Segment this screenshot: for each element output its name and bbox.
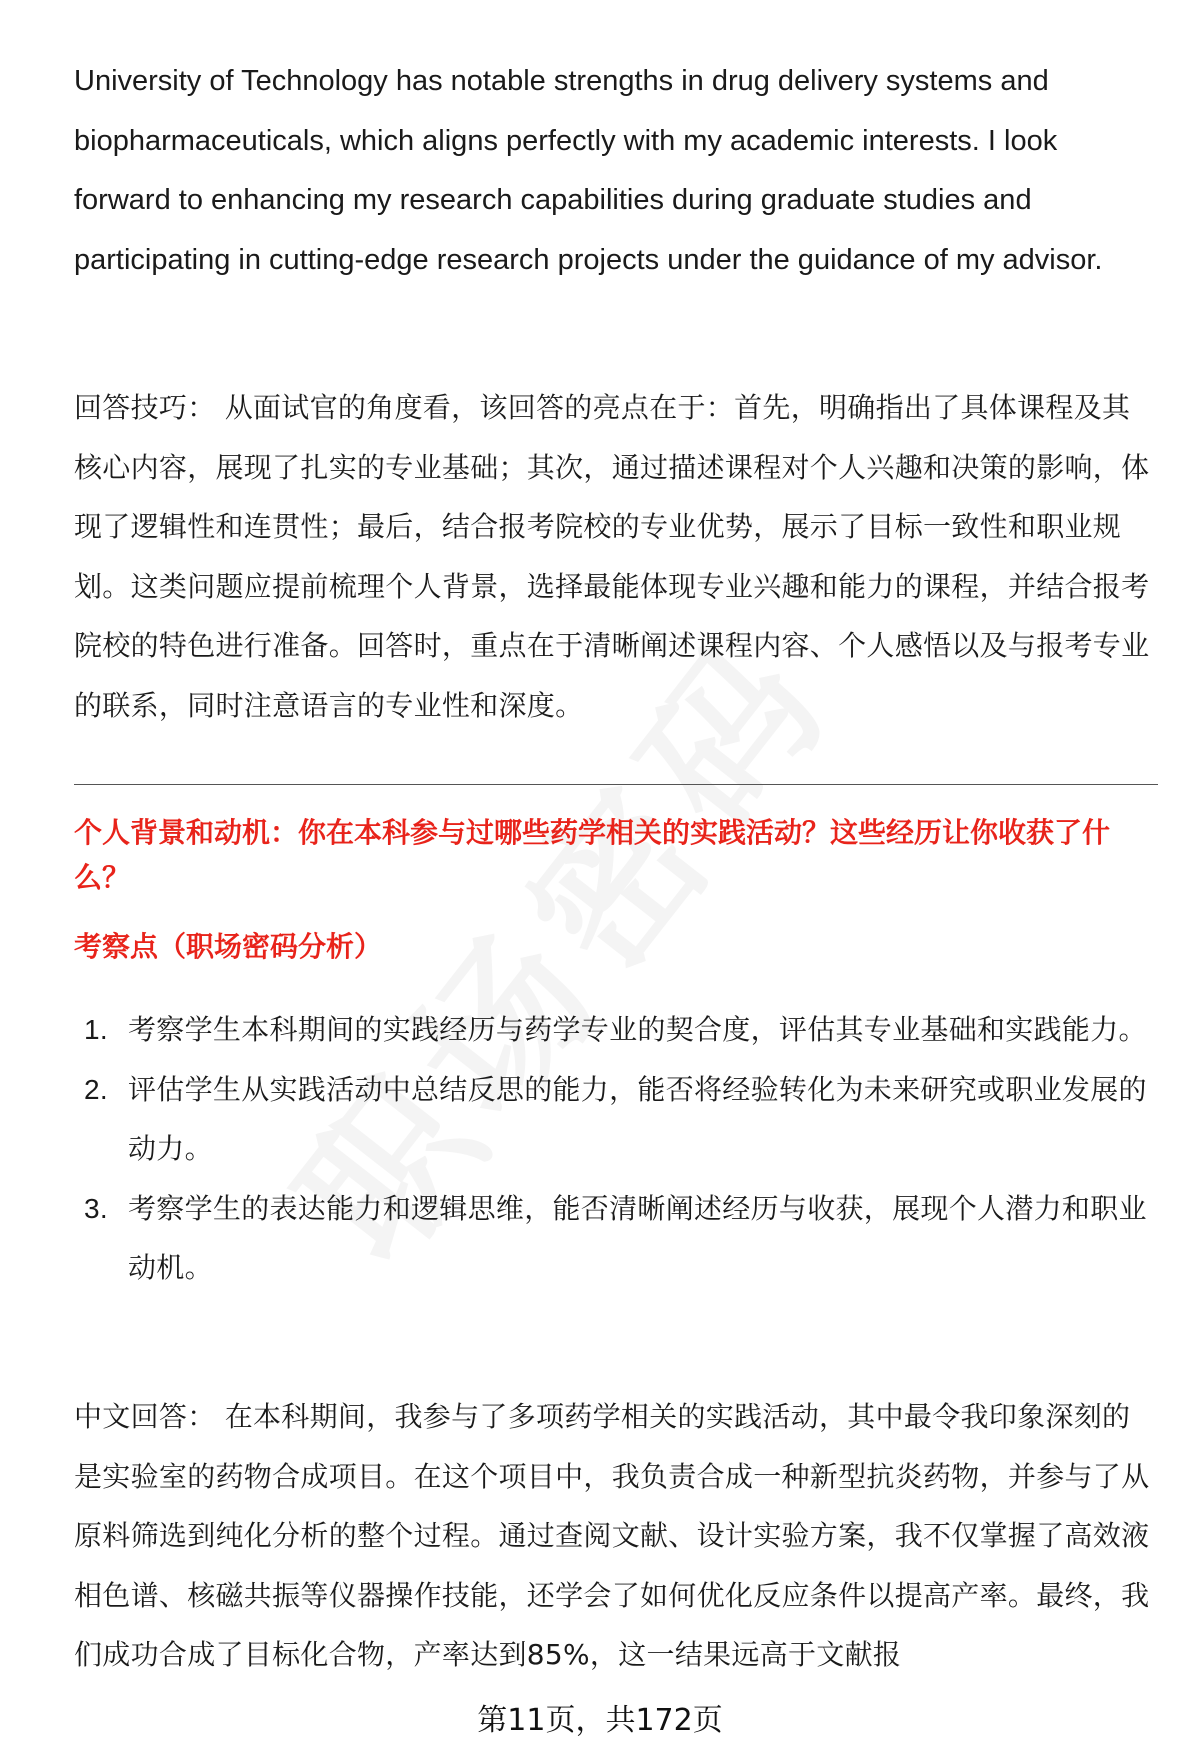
english-answer-paragraph: University of Technology has notable strengths in drug delivery systems and biopharmaceuticals, which aligns perfectly with my academic interests. I look forward to enhancing my research capabilities during graduate studies and participating in cutting-edge research projects under the guidance of my advisor. (74, 65, 1103, 276)
list-item-number: 1. (84, 1014, 108, 1045)
list-item-text: 评估学生从实践活动中总结反思的能力，能否将经验转化为未来研究或职业发展的动力。 (128, 1072, 1147, 1165)
list-item (74, 1000, 1158, 1060)
page-footer: 第11页，共172页 (477, 1703, 723, 1738)
list-item (74, 1179, 1158, 1298)
list-item-number: 2. (84, 1073, 108, 1105)
section-divider (74, 784, 1158, 785)
list-item (74, 1060, 1158, 1179)
question-heading: 个人背景和动机：你在本科参与过哪些药学相关的实践活动？这些经历让你收获了什么？ (74, 816, 1111, 894)
assessment-points-list (74, 1000, 1158, 1298)
assessment-heading: 考察点（职场密码分析） (74, 930, 383, 963)
chinese-answer-paragraph: 中文回答： 在本科期间，我参与了多项药学相关的实践活动，其中最令我印象深刻的是实验室的药物合成项目。在这个项目中，我负责合成一种新型抗炎药物，并参与了从原料筛选到纯化分析的整个过程。通过查阅文献、设计实验方案，我不仅掌握了高效液相色谱、核磁共振等仪器操作技能，还学会了如何优化反应条件以提高产率。最终，我们成功合成了目标化合物，产率达到85%，这一结果远高于文献报 (74, 1400, 1150, 1671)
answer-tips-paragraph: 回答技巧： 从面试官的角度看，该回答的亮点在于：首先，明确指出了具体课程及其核心内容，展现了扎实的专业基础；其次，通过描述课程对个人兴趣和决策的影响，体现了逻辑性和连贯性；最后，结合报考院校的专业优势，展示了目标一致性和职业规划。这类问题应提前梳理个人背景，选择最能体现专业兴趣和能力的课程，并结合报考院校的特色进行准备。回答时，重点在于清晰阐述课程内容、个人感悟以及与报考专业的联系，同时注意语言的专业性和深度。 (74, 391, 1150, 722)
list-item-number: 3. (84, 1192, 108, 1224)
list-item-text: 考察学生本科期间的实践经历与药学专业的契合度，评估其专业基础和实践能力。 (128, 1013, 1147, 1046)
list-item-text: 考察学生的表达能力和逻辑思维，能否清晰阐述经历与收获，展现个人潜力和职业动机。 (128, 1191, 1147, 1284)
